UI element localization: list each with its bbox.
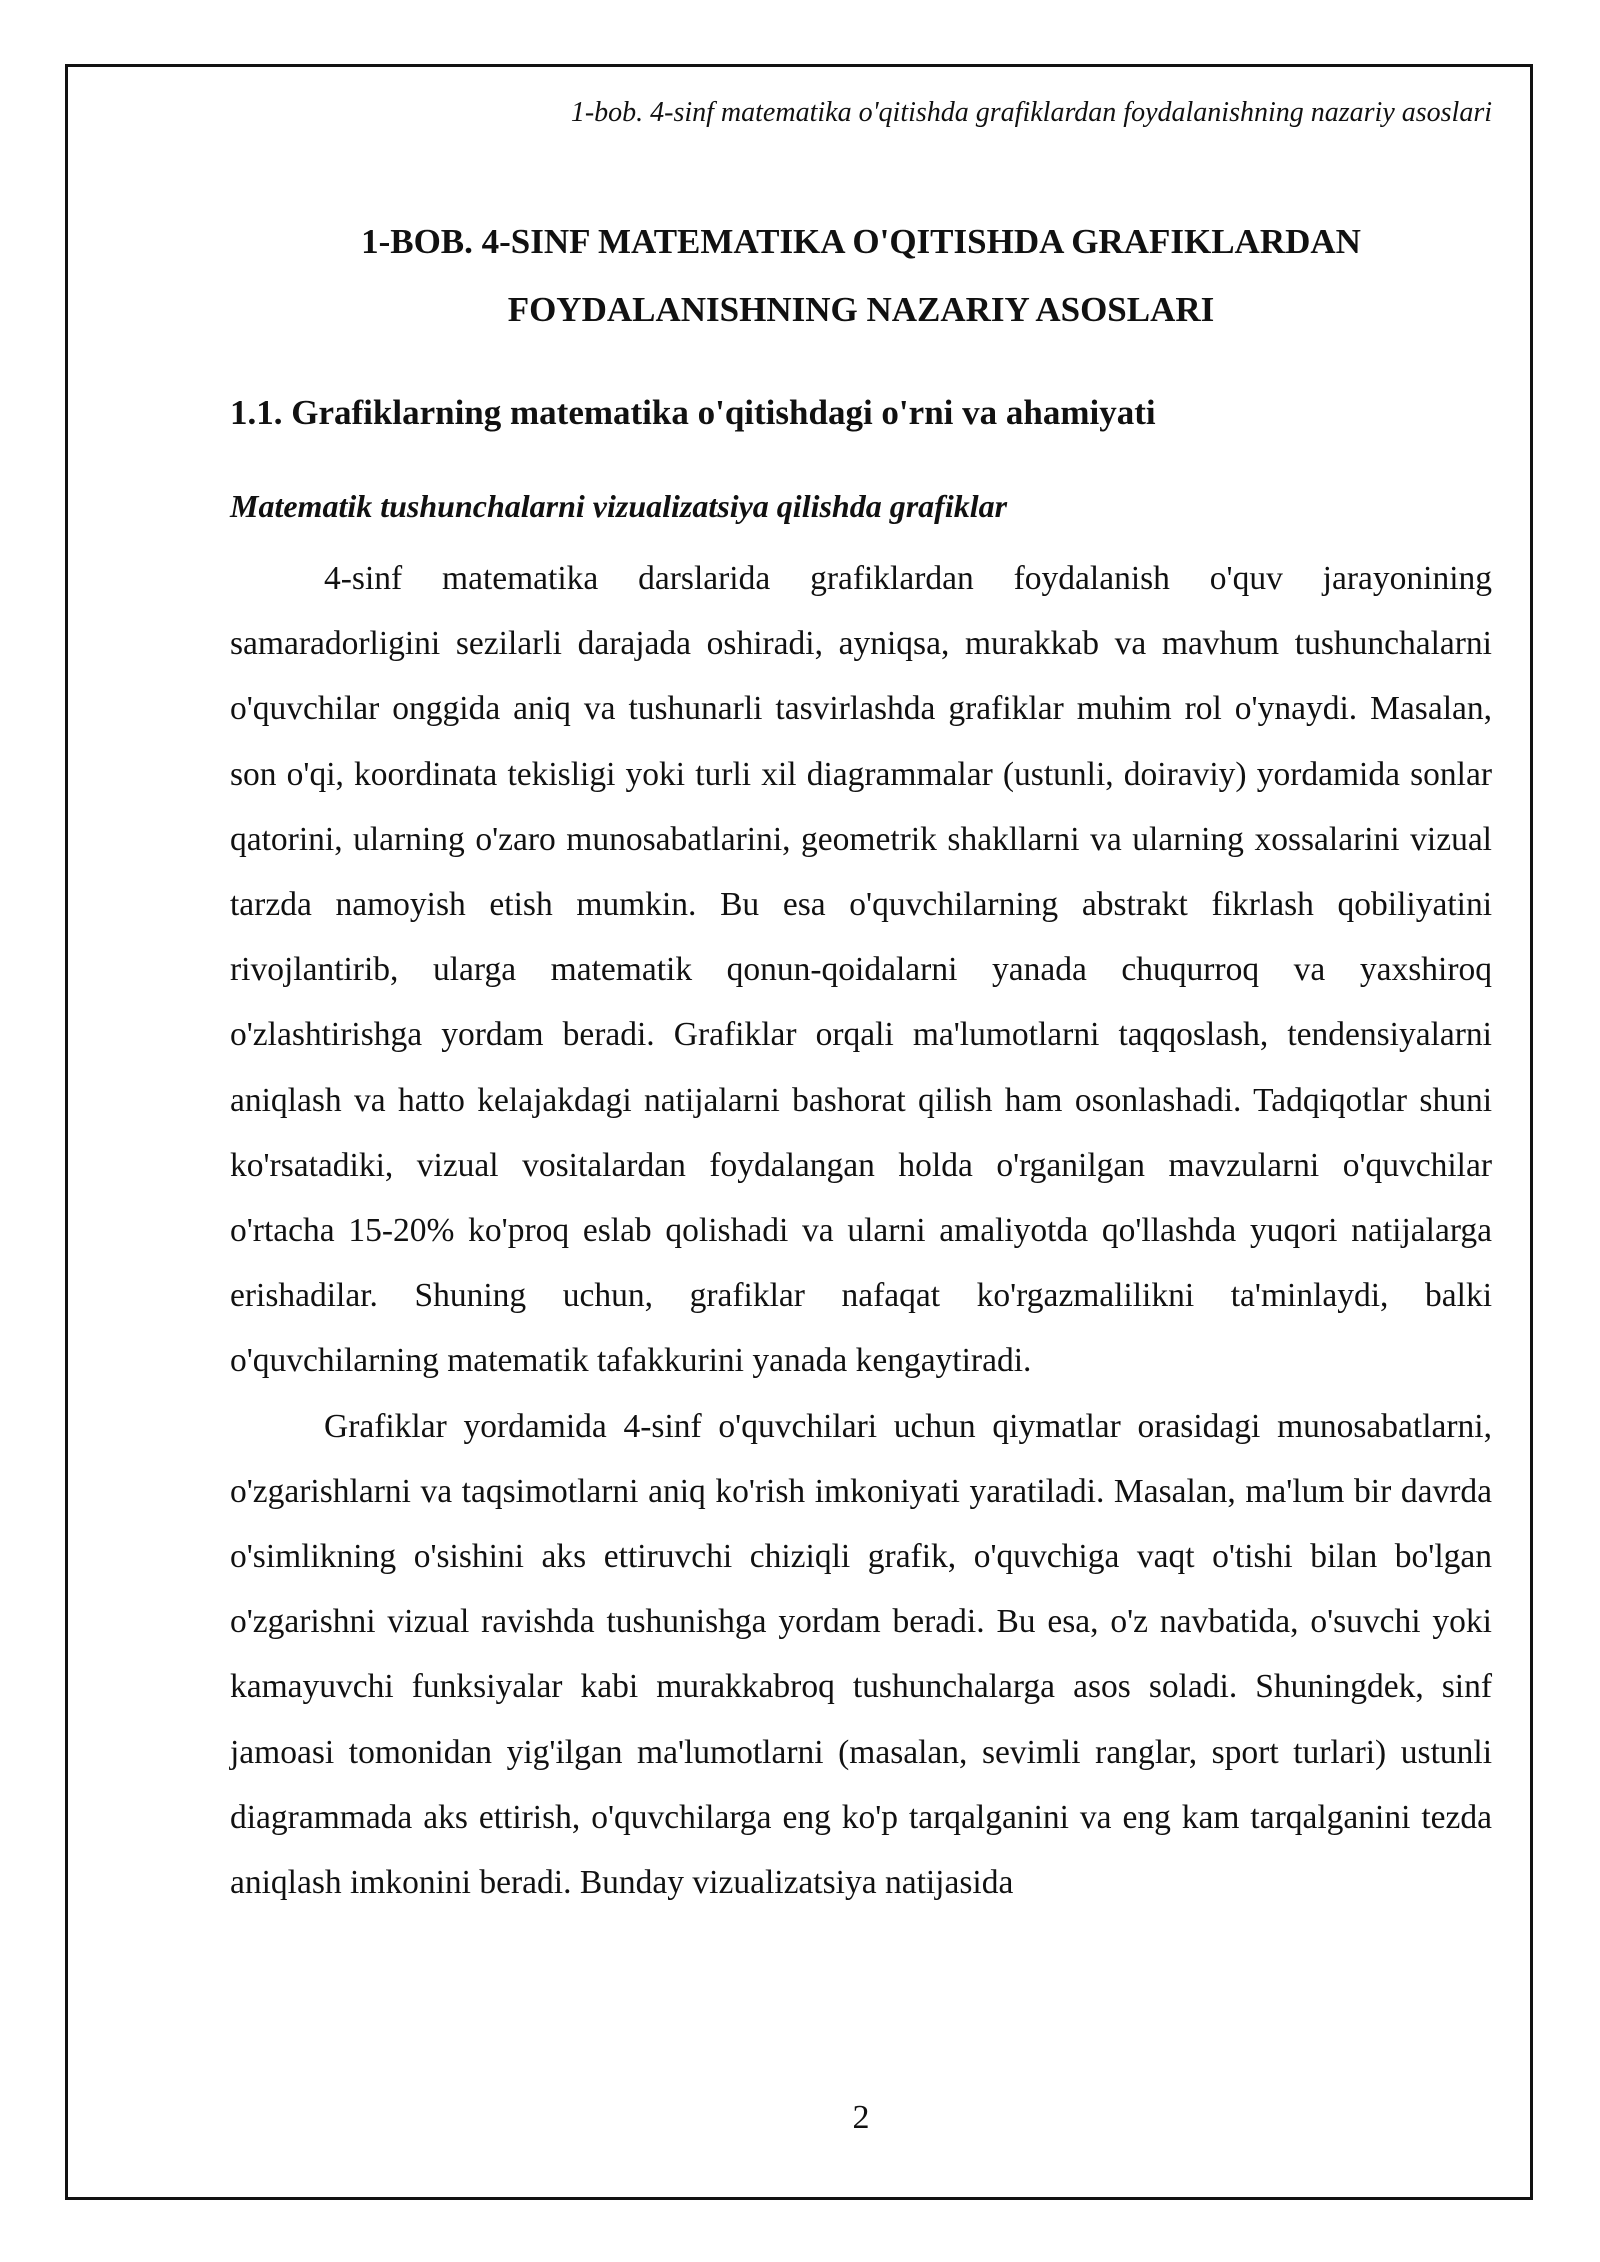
paragraph-1: 4-sinf matematika darslarida grafiklardan foydalanish o'quv jarayonining samaradorligini sezilarli darajada oshiradi, ayniqsa, murakkab va mavhum tushunchalarni o'quvchilar onggida aniq va tushunarli tasvirlashda grafiklar muhim rol o'ynaydi. Masalan, son o'qi, koordinata tekisligi yoki turli xil diagrammalar (ustunli, doiraviy) yordamida sonlar qatorini, ularning o'zaro munosabatlarini, geometrik shakllarni va ularning xossalarini vizual tarzda namoyish etish mumkin. Bu esa o'quvchilarning abstrakt fikrlash qobiliyatini rivojlantirib, ularga matematik qonun-qoidalarni yanada chuqurroq va yaxshiroq o'zlashtirishga yordam beradi. Grafiklar orqali ma'lumotlarni taqqoslash, tendensiyalarni aniqlash va hatto kelajakdagi natijalarni bashorat qilish ham osonlashadi. Tadqiqotlar shuni ko'rsatadiki, vizual vositalardan foydalangan holda o'rganilgan mavzularni o'quvchilar o'rtacha 15-20% ko'proq eslab qolishadi va ularni amaliyotda qo'llashda yuqori natijalarga erishadilar. Shuning uchun, grafiklar nafaqat ko'rgazmalilikni ta'minlaydi, balki o'quvchilarning matematik tafakkurini yanada kengaytiradi. <box>230 560 1492 1380</box>
chapter-title-line-1: 1-BOB. 4-SINF MATEMATIKA O'QITISHDA GRAFIKLARDAN <box>361 222 1361 261</box>
running-header: 1-bob. 4-sinf matematika o'qitishda grafiklardan foydalanishning nazariy asoslari <box>570 97 1492 128</box>
chapter-title-line-2: FOYDALANISHNING NAZARIY ASOSLARI <box>507 290 1215 329</box>
body-text <box>230 546 1492 1915</box>
subsection-title: Matematik tushunchalarni vizualizatsiya qilishda grafiklar <box>230 488 1008 524</box>
paragraph-2: Grafiklar yordamida 4-sinf o'quvchilari uchun qiymatlar orasidagi munosabatlarni, o'zgarishlarni va taqsimotlarni aniq ko'rish imkoniyati yaratiladi. Masalan, ma'lum bir davrda o'simlikning o'sishini aks ettiruvchi chiziqli grafik, o'quvchiga vaqt o'tishi bilan bo'lgan o'zgarishni vizual ravishda tushunishga yordam beradi. Bu esa, o'z navbatida, o'suvchi yoki kamayuvchi funksiyalar kabi murakkabroq tushunchalarga asos soladi. Shuningdek, sinf jamoasi tomonidan yig'ilgan ma'lumotlarni (masalan, sevimli ranglar, sport turlari) ustunli diagrammada aks ettirish, o'quvchilarga eng ko'p tarqalganini va eng kam tarqalganini tezda aniqlash imkonini beradi. Bunday vizualizatsiya natijasida <box>230 1407 1492 1902</box>
section-title: 1.1. Grafiklarning matematika o'qitishdagi o'rni va ahamiyati <box>230 393 1156 432</box>
page-number: 2 <box>852 2099 870 2136</box>
chapter-title <box>230 208 1492 344</box>
